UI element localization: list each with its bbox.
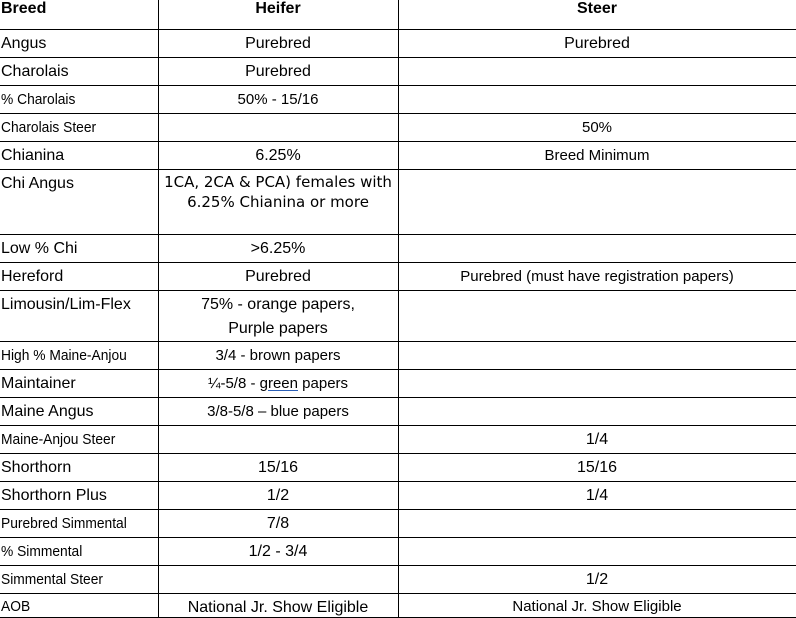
breed-label: % Charolais — [1, 90, 76, 108]
steer-cell: Purebred — [398, 29, 796, 57]
heifer-value-line2: Purple papers — [228, 319, 328, 337]
heifer-cell — [158, 397, 398, 425]
breed-cell: Chianina — [0, 141, 158, 169]
header-heifer: Heifer — [158, 0, 398, 29]
steer-value: Purebred (must have registration papers) — [460, 267, 734, 285]
heifer-cell — [158, 341, 398, 369]
heifer-cell: 7/8 — [158, 509, 398, 537]
breed-cell: Limousin/Lim-Flex — [0, 290, 158, 341]
heifer-value-green: green — [259, 374, 298, 392]
breed-cell: Shorthorn — [0, 453, 158, 481]
table-row — [0, 29, 796, 57]
breed-label: Simmental Steer — [1, 570, 104, 588]
steer-cell — [398, 262, 796, 290]
heifer-cell — [158, 113, 398, 141]
heifer-cell — [158, 85, 398, 113]
table-row — [0, 565, 796, 593]
table-row — [0, 453, 796, 481]
steer-cell — [398, 369, 796, 397]
table-row — [0, 262, 796, 290]
breed-cell — [0, 509, 158, 537]
heifer-cell: 6.25% — [158, 141, 398, 169]
header-steer: Steer — [398, 0, 796, 29]
breed-label: High % Maine-Anjou — [1, 346, 127, 364]
steer-cell — [398, 113, 796, 141]
breed-cell: Hereford — [0, 262, 158, 290]
heifer-cell: Purebred — [158, 57, 398, 85]
table-row — [0, 234, 796, 262]
breed-cell: Maine Angus — [0, 397, 158, 425]
steer-cell — [398, 509, 796, 537]
table-row — [0, 169, 796, 234]
steer-cell — [398, 341, 796, 369]
steer-cell — [398, 397, 796, 425]
breed-cell: Low % Chi — [0, 234, 158, 262]
heifer-cell — [158, 290, 398, 341]
steer-value: Breed Minimum — [544, 146, 650, 164]
heifer-value: 50% - 15/16 — [237, 90, 319, 108]
table-row — [0, 290, 796, 341]
heifer-value: 1CA, 2CA & PCA) females with 6.25% Chianina or more — [164, 172, 392, 211]
steer-cell: 15/16 — [398, 453, 796, 481]
breed-label: Maine-Anjou Steer — [1, 430, 116, 448]
breed-label: % Simmental — [1, 542, 83, 560]
table-row — [0, 593, 796, 617]
steer-cell — [398, 85, 796, 113]
table-row — [0, 141, 796, 169]
breed-label: AOB — [1, 597, 31, 615]
breed-cell: Shorthorn Plus — [0, 481, 158, 509]
table-row — [0, 397, 796, 425]
heifer-value: 3/8-5/8 – blue papers — [207, 402, 349, 420]
heifer-value — [208, 375, 348, 393]
steer-value: National Jr. Show Eligible — [512, 597, 682, 615]
breed-cell: Maintainer — [0, 369, 158, 397]
heifer-cell: 1/2 — [158, 481, 398, 509]
breed-cell — [0, 341, 158, 369]
heifer-cell: Purebred — [158, 29, 398, 57]
heifer-value-prefix: ¼-5/8 - — [207, 374, 260, 392]
heifer-cell — [158, 565, 398, 593]
table-row — [0, 481, 796, 509]
breed-label: Purebred Simmental — [1, 514, 127, 532]
breed-cell: Charolais — [0, 57, 158, 85]
table-row — [0, 369, 796, 397]
steer-cell — [398, 169, 796, 234]
steer-value: 50% — [581, 118, 613, 136]
heifer-cell: 1/2 - 3/4 — [158, 537, 398, 565]
heifer-cell: 15/16 — [158, 453, 398, 481]
breed-cell — [0, 113, 158, 141]
breed-label: Angus — [1, 34, 47, 52]
heifer-cell: Purebred — [158, 262, 398, 290]
steer-cell — [398, 141, 796, 169]
table-row — [0, 425, 796, 453]
table-row — [0, 341, 796, 369]
breed-cell: Chi Angus — [0, 169, 158, 234]
table-row — [0, 537, 796, 565]
steer-cell: 1/4 — [398, 481, 796, 509]
table-row — [0, 509, 796, 537]
steer-cell: 1/2 — [398, 565, 796, 593]
breed-cell — [0, 85, 158, 113]
header-breed: Breed — [0, 0, 158, 29]
steer-cell: 1/4 — [398, 425, 796, 453]
heifer-value: 3/4 - brown papers — [215, 346, 341, 364]
table-row — [0, 113, 796, 141]
table-row — [0, 57, 796, 85]
heifer-value-line1: 75% - orange papers, — [201, 295, 355, 313]
breed-label: Charolais Steer — [1, 118, 97, 136]
breed-cell — [0, 537, 158, 565]
heifer-cell — [158, 425, 398, 453]
breed-cell — [0, 593, 158, 617]
table-header-row — [0, 0, 796, 29]
steer-cell — [398, 234, 796, 262]
steer-cell — [398, 290, 796, 341]
table-row — [0, 85, 796, 113]
steer-cell — [398, 593, 796, 617]
heifer-value-suffix: papers — [298, 374, 349, 392]
heifer-cell: >6.25% — [158, 234, 398, 262]
steer-cell — [398, 537, 796, 565]
heifer-cell: National Jr. Show Eligible — [158, 593, 398, 617]
breed-cell — [0, 29, 158, 57]
breed-cell — [0, 565, 158, 593]
breed-cell — [0, 425, 158, 453]
heifer-cell — [158, 169, 398, 234]
heifer-cell — [158, 369, 398, 397]
steer-cell — [398, 57, 796, 85]
